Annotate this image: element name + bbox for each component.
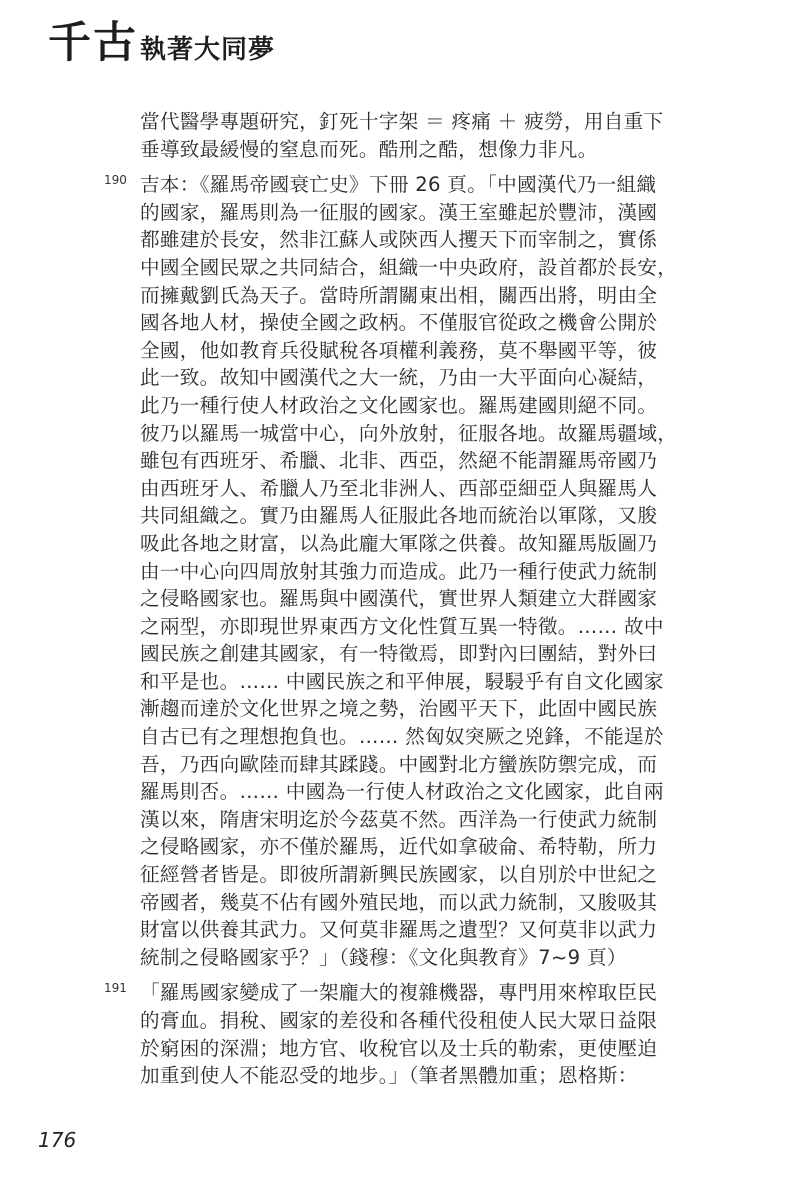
text-line: 漸趨而達於文化世界之境之勢，治國平天下，此固中國民族	[140, 697, 658, 721]
text-line: 垂導致最緩慢的窒息而死。酷刑之酷，想像力非凡。	[140, 137, 598, 161]
footnote-number: 190	[104, 173, 127, 188]
text-line: 而擁戴劉氏為天子。當時所謂關東出相，關西出將，明由全	[140, 283, 658, 307]
text-line: 帝國者，幾莫不佔有國外殖民地，而以武力統制，又朘吸其	[140, 890, 658, 914]
text-line: 彼乃以羅馬一城當中心，向外放射，征服各地。故羅馬疆域，	[140, 421, 678, 445]
text-line: 的膏血。捐稅、國家的差役和各種代役租使人民大眾日益限	[140, 1009, 658, 1032]
footnote-190	[104, 171, 680, 971]
footnote-number: 191	[104, 981, 127, 996]
text-line: 此一致。故知中國漢代之大一統，乃由一大平面向心凝結，	[140, 366, 658, 390]
text-line: 都雖建於長安，然非江蘇人或陝西人攫天下而宰制之，實係	[140, 228, 658, 252]
text-line: 之侵略國家也。羅馬與中國漢代，實世界人類建立大群國家	[140, 587, 658, 611]
text-line: 此乃一種行使人材政治之文化國家也。羅馬建國則絕不同。	[140, 393, 658, 417]
text-line: 吉本：《羅馬帝國衰亡史》下冊 26 頁。「中國漢代乃一組織	[140, 173, 657, 197]
text-line: 之兩型，亦即現世界東西方文化性質互異一特徵。…… 故中	[140, 614, 664, 638]
intro-paragraph	[140, 108, 680, 163]
text-line: 「羅馬國家變成了一架龐大的複雜機器，專門用來榨取臣民	[140, 981, 658, 1005]
text-line: 漢以來，隋唐宋明迄於今茲莫不然。西洋為一行使武力統制	[140, 807, 658, 831]
footnote-191	[104, 979, 680, 1089]
text-line: 羅馬則否。…… 中國為一行使人材政治之文化國家，此自兩	[140, 780, 664, 804]
text-line: 征經營者皆是。即彼所謂新興民族國家，以自別於中世紀之	[140, 863, 658, 887]
text-line: 財富以供養其武力。又何莫非羅馬之遺型？又何莫非以武力	[140, 918, 658, 942]
text-line: 自古已有之理想抱負也。…… 然匈奴突厥之兇鋒，不能逞於	[140, 725, 664, 749]
text-line: 的國家，羅馬則為一征服的國家。漢王室雖起於豐沛，漢國	[140, 200, 658, 224]
text-line: 由一中心向四周放射其強力而造成。此乃一種行使武力統制	[140, 559, 658, 583]
text-line: 中國全國民眾之共同結合，組織一中央政府，設首都於長安，	[140, 255, 678, 279]
text-line: 由西班牙人、希臘人乃至北非洲人、西部亞細亞人與羅馬人	[140, 476, 658, 500]
header-title-large: 千古	[48, 18, 138, 68]
text-line: 統制之侵略國家乎？」（錢穆：《文化與教育》7~9 頁）	[140, 945, 627, 969]
text-line: 共同組織之。實乃由羅馬人征服此各地而統治以軍隊，又朘	[140, 504, 658, 528]
text-line: 雖包有西班牙、希臘、北非、西亞，然絕不能謂羅馬帝國乃	[140, 449, 658, 473]
page-number: 176	[38, 1128, 77, 1152]
running-header	[48, 18, 276, 68]
page-body	[104, 108, 680, 1090]
text-line: 全國，他如教育兵役賦稅各項權利義務，莫不舉國平等，彼	[140, 338, 658, 362]
text-line: 當代醫學專題研究，釘死十字架 ＝ 疼痛 ＋ 疲勞，用自重下	[140, 110, 664, 133]
text-line: 於窮困的深淵；地方官、收稅官以及士兵的勒索，更使壓迫	[140, 1036, 658, 1060]
text-line: 吸此各地之財富，以為此龐大軍隊之供養。故知羅馬版圖乃	[140, 531, 658, 555]
text-line: 國各地人材，操使全國之政柄。不僅服官從政之機會公開於	[140, 311, 658, 335]
header-title-small: 執著大同夢	[140, 35, 276, 65]
text-line: 吾，乃西向歐陸而肆其蹂踐。中國對北方蠻族防禦完成，而	[140, 752, 658, 776]
text-line: 和平是也。…… 中國民族之和平伸展，駸駸乎有自文化國家	[140, 669, 664, 693]
text-line: 國民族之創建其國家，有一特徵焉，即對內曰團結，對外曰	[140, 642, 658, 666]
text-line: 加重到使人不能忍受的地步。」（筆者黑體加重；恩格斯：	[140, 1064, 638, 1088]
text-line: 之侵略國家，亦不僅於羅馬，近代如拿破侖、希特勒，所力	[140, 835, 658, 859]
